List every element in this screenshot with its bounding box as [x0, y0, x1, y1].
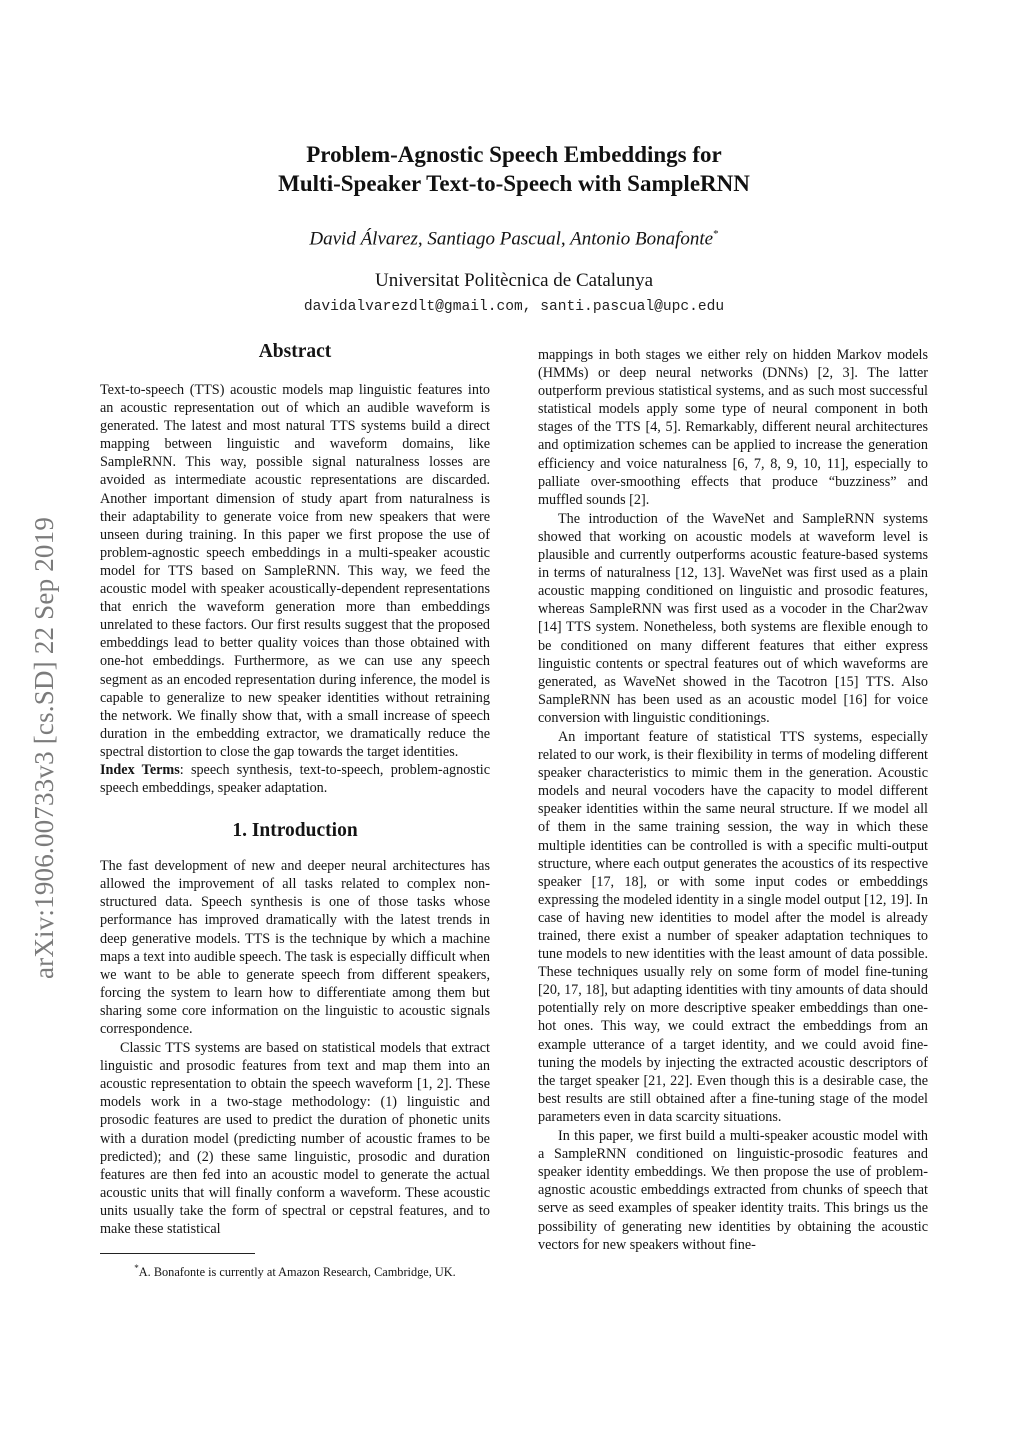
author-footnote-mark: *	[713, 228, 719, 240]
affiliation: Universitat Politècnica de Catalunya	[374, 270, 654, 292]
footnote-mark: *	[134, 1263, 139, 1273]
arxiv-identifier: arXiv:1906.00733v3 [cs.SD] 22 Sep 2019	[29, 516, 59, 980]
author-emails: davidalvarezdlt@gmail.com, santi.pascual@upc.edu	[303, 299, 725, 316]
intro-paragraph-4: The introduction of the WaveNet and SampleRNN systems showed that working on acoustic models at waveform level is plausible and currently outperforms acoustic feature-based systems in terms of naturalness [12, 13]. WaveNet was first used as a plain acoustic mapping conditioned on linguistic and prosodic features, whereas SampleRNN was first used as a vocoder in the Char2wav [14] TTS system. Nonetheless, both systems are flexible enough to be conditioned on many different features that either express linguistic contents or spectral features out of which waveforms are generated, as WaveNet showed in the Tacotron [15] TTS. Also SampleRNN has been used as an acoustic model [16] for voice conversion with linguistic conditionings.	[538, 510, 928, 726]
intro-paragraph-2: Classic TTS systems are based on statistical models that extract linguistic and prosodic features from text and map them into an acoustic representation to obtain the speech waveform [1, 2]. These models work in a two-stage methodology: (1) linguistic and prosodic features are used to predict the duration of phonetic units with a duration model (predicting number of acoustic frames to be predicted); and (2) these same linguistic, prosodic and duration features are then fed into an acoustic model to generate the actual acoustic units that will finally conform a waveform. These acoustic units usually take the form of spectral or cepstral features, and to make these statistical	[100, 1040, 490, 1238]
index-terms	[100, 761, 490, 797]
paper-title	[100, 140, 928, 198]
authors-text: David Álvarez, Santiago Pascual, Antonio Bonafonte	[309, 228, 714, 250]
introduction-heading: 1. Introduction	[232, 820, 358, 842]
author-list	[100, 222, 928, 251]
paper-header	[100, 140, 928, 316]
right-column	[538, 346, 928, 1254]
abstract-text: Text-to-speech (TTS) acoustic models map linguistic features into an acoustic representation out of which an audible waveform is generated. The latest and most natural TTS systems build a direct mapping between linguistic and waveform domains, like SampleRNN. This way, possible signal naturalness losses are avoided as intermediate acoustic representations are discarded. Another important dimension of study apart from naturalness is their adaptability to generate voice from new speakers that were unseen during training. In this paper we first propose the use of problem-agnostic speech embeddings in a multi-speaker acoustic model for TTS based on SampleRNN. This way, we feed the acoustic model with speaker acoustically-dependent representations that enrich the waveform generation more than embeddings unrelated to these factors. Our first results suggest that the proposed embeddings lead to better quality voices than those obtained with one-hot embeddings. Furthermore, as we can use any speech segment as an encoded representation during inference, the model is capable to generalize to new speaker identities without retraining the network. We finally show that, with a small increase of speech duration in the embedding extractor, we dramatically reduce the spectral distortion to close the gap towards the target identities.	[100, 382, 490, 760]
title-line-1: Problem-Agnostic Speech Embeddings for	[306, 142, 722, 167]
abstract-heading: Abstract	[258, 341, 332, 362]
title-line-2: Multi-Speaker Text-to-Speech with SampleRNN	[278, 171, 750, 196]
footnote-text: A. Bonafonte is currently at Amazon Research, Cambridge, UK.	[138, 1265, 456, 1280]
intro-paragraph-5: An important feature of statistical TTS systems, especially related to our work, is their flexibility in terms of modeling different speaker characteristics to mimic them in the generation. Acoustic models and neural vocoders have the capacity to model different speaker identities within the same neural structure. If we model all of them in the same training session, the way in which these multiple identities can be controlled is with a specific multi-output structure, where each output generates the acoustics of its respective speaker [17, 18], or with some input codes or embeddings expressing the modeled identity in a single model output [12, 19]. In case of having new identities to model after the model is already trained, there exist a number of speaker adaptation techniques to tune models to new identities with the least amount of data possible. These techniques usually rely on some form of model fine-tuning [20, 17, 18], but adapting identities with tiny amounts of data should potentially rely on more descriptive speaker embeddings than one-hot ones. This way, we could extract the embeddings from an example utterance of a target identity, and we could avoid fine-tuning the models by injecting the extracted acoustic descriptors of the target speaker [21, 22]. Even though this is a desirable case, the best results are still obtained after a fine-tuning stage of the model parameters even in data scarcity situations.	[538, 728, 928, 1125]
index-terms-label: Index Terms	[100, 761, 180, 778]
intro-paragraph-6: In this paper, we first build a multi-speaker acoustic model with a SampleRNN conditioned on linguistic-prosodic features and speaker identity embeddings. We then propose the use of problem-agnostic acoustic embeddings extracted from chunks of speech that serve as seed examples of speaker identity traits. This brings us the possibility of generating new identities by obtaining the acoustic vectors for new speakers without fine-	[538, 1128, 928, 1253]
left-column	[100, 340, 490, 1238]
footnote	[100, 1260, 490, 1280]
footnote-rule	[100, 1253, 255, 1254]
index-terms-text: : speech synthesis, text-to-speech, problem-agnostic speech embeddings, speaker adaptation.	[100, 761, 490, 797]
intro-paragraph-1: The fast development of new and deeper neural architectures has allowed the improvement of all tasks related to complex non-structured data. Speech synthesis is one of those tasks whose performance has improved dramatically with the latest trends in deep generative models. TTS is the technique by which a machine maps a text into audible speech. The task is especially difficult when we want to be able to generate speech from different speakers, forcing the system to learn how to differentiate among them but sharing some core information on the linguistic to acoustic signals correspondence.	[100, 858, 490, 1037]
intro-paragraph-3: mappings in both stages we either rely on hidden Markov models (HMMs) or deep neural networks (DNNs) [2, 3]. The latter outperform previous statistical systems, and as such most successful statistical models apply some type of neural component in both stages of the TTS [4, 5]. Remarkably, different neural architectures and optimization schemes can be applied to increase the generation efficiency and voice naturalness [6, 7, 8, 9, 10, 11], especially to palliate over-smoothing effects that produce “buzziness” and muffled sounds [2].	[538, 347, 928, 508]
